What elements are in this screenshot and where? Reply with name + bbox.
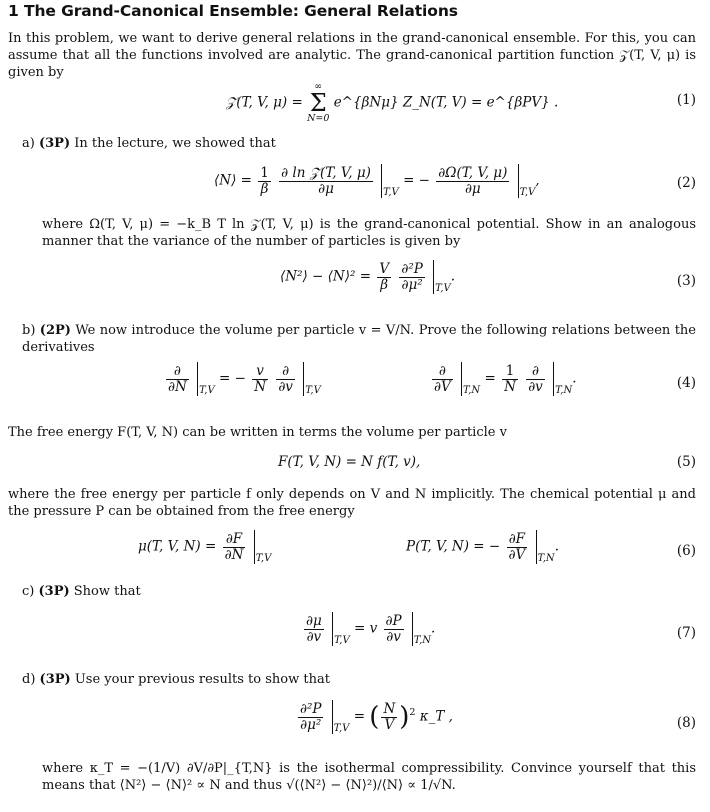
equation-number-6: (6) <box>676 543 696 559</box>
part-b-text: We now introduce the volume per particle v = V/N. Prove the following relations between the derivatives <box>22 323 696 355</box>
equation-8: $\frac{\text{∂²P}}{\text{∂μ²}}$ $_{T,V}$ = ( $\frac{N}{V}$ )$^2$ κ_T , <box>300 700 453 734</box>
intro-paragraph: In this problem, we want to derive general relations in the grand-canonical ensemble. For this, you can assume that all the functions involved are analytic. The grand-canonical partition function 𝒵(T, V, μ) is given by <box>8 31 696 80</box>
equation-number-3: (3) <box>676 273 696 289</box>
part-b-points: (2P) <box>39 323 71 338</box>
free-energy-text-2: where the free energy per particle f only depends on V and N implicitly. The chemical potential μ and the pressure P can be obtained from the free energy <box>8 487 696 519</box>
eq3-lhs: ⟨N²⟩ − ⟨N⟩² = <box>280 268 372 285</box>
eq2-frac-1: $\frac{1}{\beta}$ <box>260 164 269 197</box>
sigma-symbol: Σ <box>309 89 327 117</box>
part-b-paragraph <box>22 322 696 356</box>
equation-6a: μ(T, V, N) = $\frac{\partial F}{\partial N}$ $_{T,V}$ <box>138 530 272 564</box>
part-c-intro: c) (3P) Show that <box>22 584 141 599</box>
equation-2: ⟨N⟩ = $\frac{1}{\beta}$ $\frac{\text{∂ ln 𝒵(T, V, μ)}}{\partial\mu}$ $_{T,V}$ = − $\frac{\partial\Omega(T, V, \mu)}{\partial\mu}$ $_{T,V}$, <box>214 164 540 198</box>
equation-7: $\frac{\partial\mu}{\partial v}$ $_{T,V}$ = v $\frac{\partial P}{\partial v}$ $_{T,N}$. <box>306 612 436 646</box>
equation-4b: $\frac{\partial}{\partial V}$ $_{T,N}$ = $\frac{1}{N}$ $\frac{\partial}{\partial v}$ $_{T,N}$. <box>434 362 577 396</box>
eq3-frac-1: $\frac{V}{\beta}$ <box>379 260 390 293</box>
part-b-label: b) <box>22 323 36 338</box>
equation-number-8: (8) <box>676 715 696 731</box>
eq1-sum-top: ∞ <box>314 81 323 92</box>
equation-3: ⟨N²⟩ − ⟨N⟩² = $\frac{V}{\beta}$ $\frac{\text{∂²P}}{\text{∂μ²}}$ $_{T,V}$. <box>280 260 456 294</box>
eq1-lhs: 𝒵(T, V, μ) = <box>226 94 303 111</box>
eq1-rhs: e^{βNμ} Z_N(T, V) = e^{βPV} . <box>333 94 559 111</box>
eq2-sub: T,V <box>383 186 399 198</box>
eq3-sub: T,V <box>435 282 451 294</box>
eq2-frac-3: $\frac{\partial\Omega(T, V, \mu)}{\partial\mu}$ <box>438 164 508 197</box>
eq1-sum <box>307 82 329 124</box>
equation-6b: P(T, V, N) = − $\frac{\partial F}{\partial V}$ $_{T,N}$. <box>406 530 559 564</box>
free-energy-text: The free energy F(T, V, N) can be written in terms the volume per particle v <box>8 425 507 440</box>
eq2-eval-bar-2 <box>518 164 519 198</box>
part-a-text: In the lecture, we showed that <box>74 136 276 151</box>
eq2-sub-2: T,V <box>519 186 536 198</box>
eq3-frac-2: $\frac{\text{∂²P}}{\text{∂μ²}}$ <box>401 260 423 293</box>
equation-number-5: (5) <box>676 454 696 470</box>
part-a-text-2: where Ω(T, V, μ) = −k_B T ln 𝒵(T, V, μ) is the grand-canonical potential. Show in an analogous manner that the variance of the number of particles is given by <box>42 217 696 249</box>
equation-number-1: (1) <box>676 92 696 108</box>
part-d-closing: where κ_T = −(1/V) ∂V/∂P|_{T,N} is the isothermal compressibility. Convince yourself that this means that ⟨N²⟩ − ⟨N⟩² ∝ N and thus √(⟨N²⟩ − ⟨N⟩²)/⟨N⟩ ∝ 1/√N. <box>42 761 696 793</box>
equation-number-2: (2) <box>676 175 696 191</box>
equation-5: F(T, V, N) = N f(T, v), <box>278 454 421 470</box>
eq2-frac-2: $\frac{\text{∂ ln 𝒵(T, V, μ)}}{\partial\mu}$ <box>281 164 371 197</box>
part-a-label: a) <box>22 136 35 151</box>
eq2-mid: = − <box>403 172 430 189</box>
eq1-sum-bottom: N=0 <box>307 113 330 124</box>
part-d-intro: d) (3P) Use your previous results to show that <box>22 672 330 687</box>
equation-number-4: (4) <box>676 375 696 391</box>
part-a-intro <box>22 136 276 151</box>
eq2-lhs: ⟨N⟩ = <box>214 172 252 189</box>
equation-number-7: (7) <box>676 625 696 641</box>
part-a-points: (3P) <box>38 136 71 151</box>
eq3-eval-bar <box>433 260 434 294</box>
section-title: 1 The Grand-Canonical Ensemble: General Relations <box>8 2 458 20</box>
equation-4a: $\frac{\partial}{\partial N}$ $_{T,V}$ = − $\frac{v}{N}$ $\frac{\partial}{\partial v}$ $_{T,V}$ <box>168 362 321 396</box>
equation-1 <box>226 82 558 124</box>
